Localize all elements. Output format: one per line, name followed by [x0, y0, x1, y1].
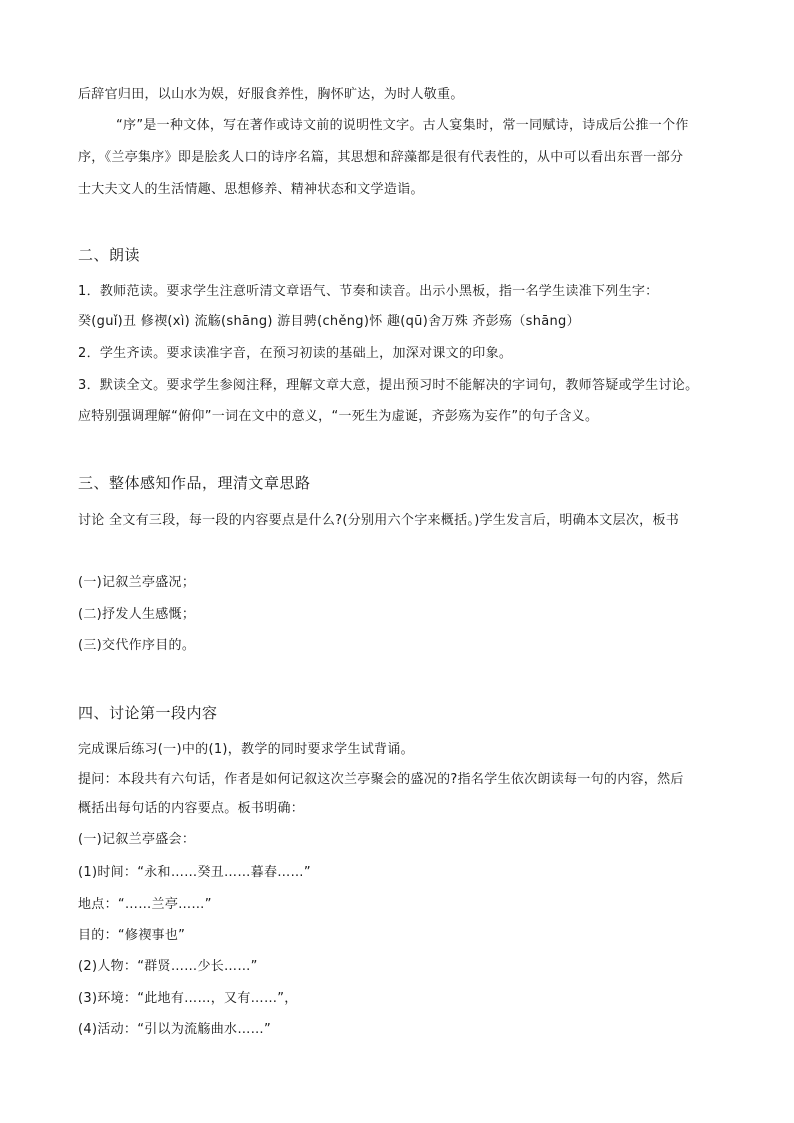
reading-item-3-cont: 应特别强调理解“俯仰”一词在文中的意义，“一死生为虚诞，齐彭殇为妄作”的句子含义。 [78, 409, 599, 424]
discussion-text: 讨论 全文有三段，每一段的内容要点是什么?(分别用六个字来概括。)学生发言后，明确本文层次，板书 [78, 513, 680, 528]
paragraph-one-line-2: 提问：本段共有六句话，作者是如何记叙这次兰亭聚会的盛况的?指名学生依次朗读每一句的内容，然后 [78, 772, 684, 787]
reading-item-3: 3．默读全文。要求学生参阅注释，理解文章大意，提出预习时不能解决的字词句，教师答疑或学生讨论。 [78, 378, 699, 393]
reading-item-1: 1．教师范读。要求学生注意听清文章语气、节奏和读音。出示小黑板，指一名学生读准下列生字： [78, 284, 659, 299]
intro-line-1: 后辞官归田，以山水为娱，好服食养性，胸怀旷达，为时人敬重。 [78, 87, 464, 102]
section-heading-reading: 二、朗读 [78, 246, 141, 264]
paragraph-one-line-9: (3)环境：“此地有……，又有……”， [78, 991, 298, 1006]
intro-line-3: 序，《兰亭集序》即是脍炙人口的诗序名篇，其思想和辞藻都是很有代表性的，从中可以看出东晋一部分 [78, 150, 684, 165]
paragraph-one-line-4: (一)记叙兰亭盛会： [78, 832, 196, 847]
paragraph-one-line-10: (4)活动：“引以为流觞曲水……” [78, 1022, 271, 1037]
paragraph-one-line-7: 目的：“修禊事也” [78, 928, 186, 943]
section-heading-paragraph-one: 四、讨论第一段内容 [78, 704, 218, 722]
paragraph-one-line-1: 完成课后练习(一)中的(1)，教学的同时要求学生试背诵。 [78, 742, 414, 757]
outline-point-2: (二)抒发人生感慨； [78, 607, 196, 622]
intro-line-2: “序”是一种文体，写在著作或诗文前的说明性文字。古人宴集时，常一同赋诗，诗成后公推一个作 [116, 118, 689, 133]
outline-point-1: (一)记叙兰亭盛况； [78, 575, 196, 590]
paragraph-one-line-3: 概括出每句话的内容要点。板书明确： [78, 801, 305, 816]
section-heading-overview: 三、整体感知作品，理清文章思路 [78, 474, 311, 492]
outline-point-3: (三)交代作序目的。 [78, 638, 196, 653]
paragraph-one-line-5: (1)时间：“永和……癸丑……暮春……” [78, 865, 311, 880]
pinyin-list: 癸(guǐ)丑 修禊(xì) 流觞(shāng) 游目骋(chěng)怀 趣(qū)舍万殊 齐彭殇（shāng） [78, 314, 580, 329]
intro-line-4: 士大夫文人的生活情趣、思想修养、精神状态和文学造诣。 [78, 182, 424, 197]
reading-item-2: 2．学生齐读。要求读准字音，在预习初读的基础上，加深对课文的印象。 [78, 346, 513, 361]
paragraph-one-line-6: 地点：“……兰亭……” [78, 897, 212, 912]
paragraph-one-line-8: (2)人物：“群贤……少长……” [78, 959, 258, 974]
